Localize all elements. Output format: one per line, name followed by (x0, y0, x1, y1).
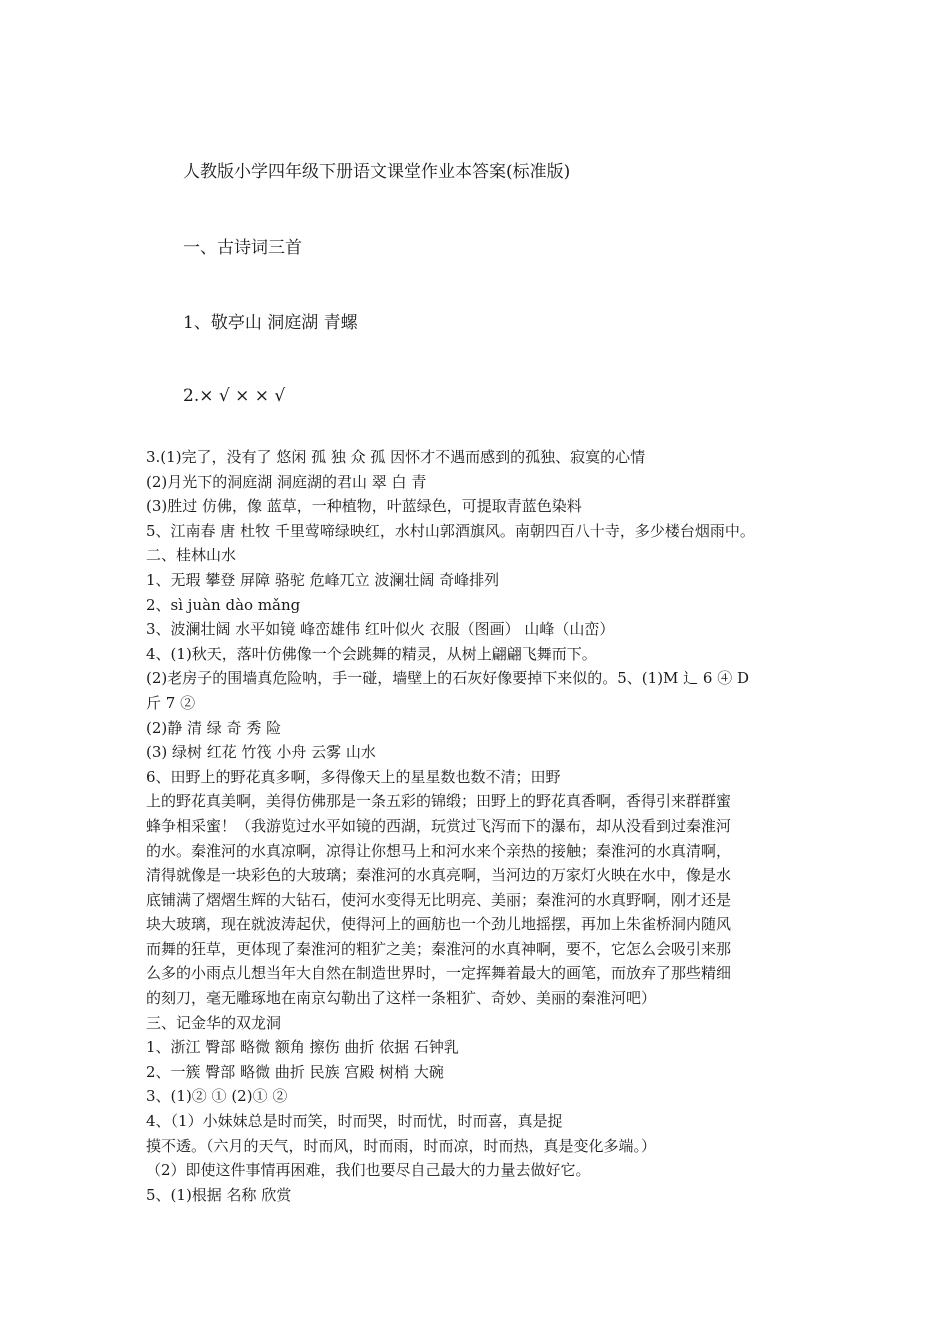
answer-line: 而舞的狂草，更体现了秦淮河的粗犷之美；秦淮河的水真神啊，要不，它怎么会吸引来那 (146, 939, 732, 958)
answer-line: (2)老房子的围墙真危险呐，手一碰，墙壁上的石灰好像要掉下来似的。5、(1)M 辶 6 ④ D (146, 669, 750, 688)
answer-line: 3、(1)② ① (2)① ② (146, 1087, 288, 1106)
answer-line: 5、江南春 唐 杜牧 千里莺啼绿映红，水村山郭酒旗风。南朝四百八十寺，多少楼台烟雨中。 (146, 521, 755, 540)
answer-line: 斤 7 ② (146, 693, 196, 712)
answer-line: 清得就像是一块彩色的大玻璃；秦淮河的水真亮啊，当河边的万家灯火映在水中，像是水 (146, 866, 732, 885)
answer-line: 3、波澜壮阔 水平如镜 峰峦雄伟 红叶似火 衣服（图画） 山峰（山峦） (146, 620, 615, 639)
answer-line: 3.(1)完了，没有了 悠闲 孤 独 众 孤 因怀才不遇而感到的孤独、寂寞的心情 (146, 448, 646, 466)
answer-line: (3)胜过 仿佛，像 蓝草，一种植物，叶蓝绿色，可提取青蓝色染料 (146, 497, 582, 516)
answer-line: 4、（1）小妹妹总是时而笑，时而哭，时而忧，时而喜，真是捉 (146, 1112, 563, 1131)
section-title-guilin: 二、桂林山水 (146, 546, 237, 565)
answer-line: 么多的小雨点儿想当年大自然在制造世界时，一定挥舞着最大的画笔，而放弃了那些精细 (146, 964, 732, 983)
answer-line: 2、一簇 臀部 略微 曲折 民族 宫殿 树梢 大碗 (146, 1062, 444, 1081)
answer-line: 的刻刀，毫无雕琢地在南京勾勒出了这样一条粗犷、奇妙、美丽的秦淮河吧） (146, 989, 657, 1008)
answer-line: 1、无瑕 攀登 屏障 骆驼 危峰兀立 波澜壮阔 奇峰排列 (146, 570, 500, 589)
answer-line-q1: 1、敬亭山 洞庭湖 青螺 (183, 313, 358, 333)
answer-line: 5、(1)根据 名称 欣赏 (146, 1185, 292, 1204)
answer-line: 块大玻璃，现在就波涛起伏，使得河上的画舫也一个劲儿地摇摆，再加上朱雀桥洞内随风 (146, 915, 732, 934)
answer-line: 4、(1)秋天，落叶仿佛像一个会跳舞的精灵，从树上翩翩飞舞而下。 (146, 644, 597, 663)
answer-line: 1、浙江 臀部 略微 额角 擦伤 曲折 依据 石钟乳 (146, 1038, 459, 1057)
answer-line: 摸不透。（六月的天气，时而风，时而雨，时而凉，时而热，真是变化多端。） (146, 1136, 657, 1155)
answer-line: (3) 绿树 红花 竹筏 小舟 云雾 山水 (146, 743, 376, 762)
answer-line: (2)静 清 绿 奇 秀 险 (146, 718, 282, 737)
answer-line: （2）即使这件事情再困难，我们也要尽自己最大的力量去做好它。 (146, 1161, 591, 1180)
answer-body (146, 445, 826, 1207)
answer-line-q2: 2.× √ × × √ (183, 386, 286, 406)
section-title-ancient-poems: 一、古诗词三首 (183, 238, 302, 258)
section-title-double-dragon-cave: 三、记金华的双龙洞 (146, 1013, 282, 1032)
answer-line: 的水。秦淮河的水真凉啊，凉得让你想马上和河水来个亲热的接触；秦淮河的水真清啊， (146, 841, 732, 860)
answer-line: 6、田野上的野花真多啊，多得像天上的星星数也数不清；田野 (146, 767, 561, 786)
answer-line: 底铺满了熠熠生辉的大钻石，使河水变得无比明亮、美丽；秦淮河的水真野啊，刚才还是 (146, 890, 732, 909)
answer-line: (2)月光下的洞庭湖 洞庭湖的君山 翠 白 青 (146, 472, 427, 491)
document-title: 人教版小学四年级下册语文课堂作业本答案(标准版) (183, 162, 571, 182)
answer-line: 2、sì juàn dào mǎng (146, 595, 301, 614)
answer-line: 蜂争相采蜜！（我游览过水平如镜的西湖，玩赏过飞泻而下的瀑布，却从没看到过秦淮河 (146, 816, 732, 835)
answer-line: 上的野花真美啊，美得仿佛那是一条五彩的锦缎；田野上的野花真香啊，香得引来群群蜜 (146, 792, 732, 811)
